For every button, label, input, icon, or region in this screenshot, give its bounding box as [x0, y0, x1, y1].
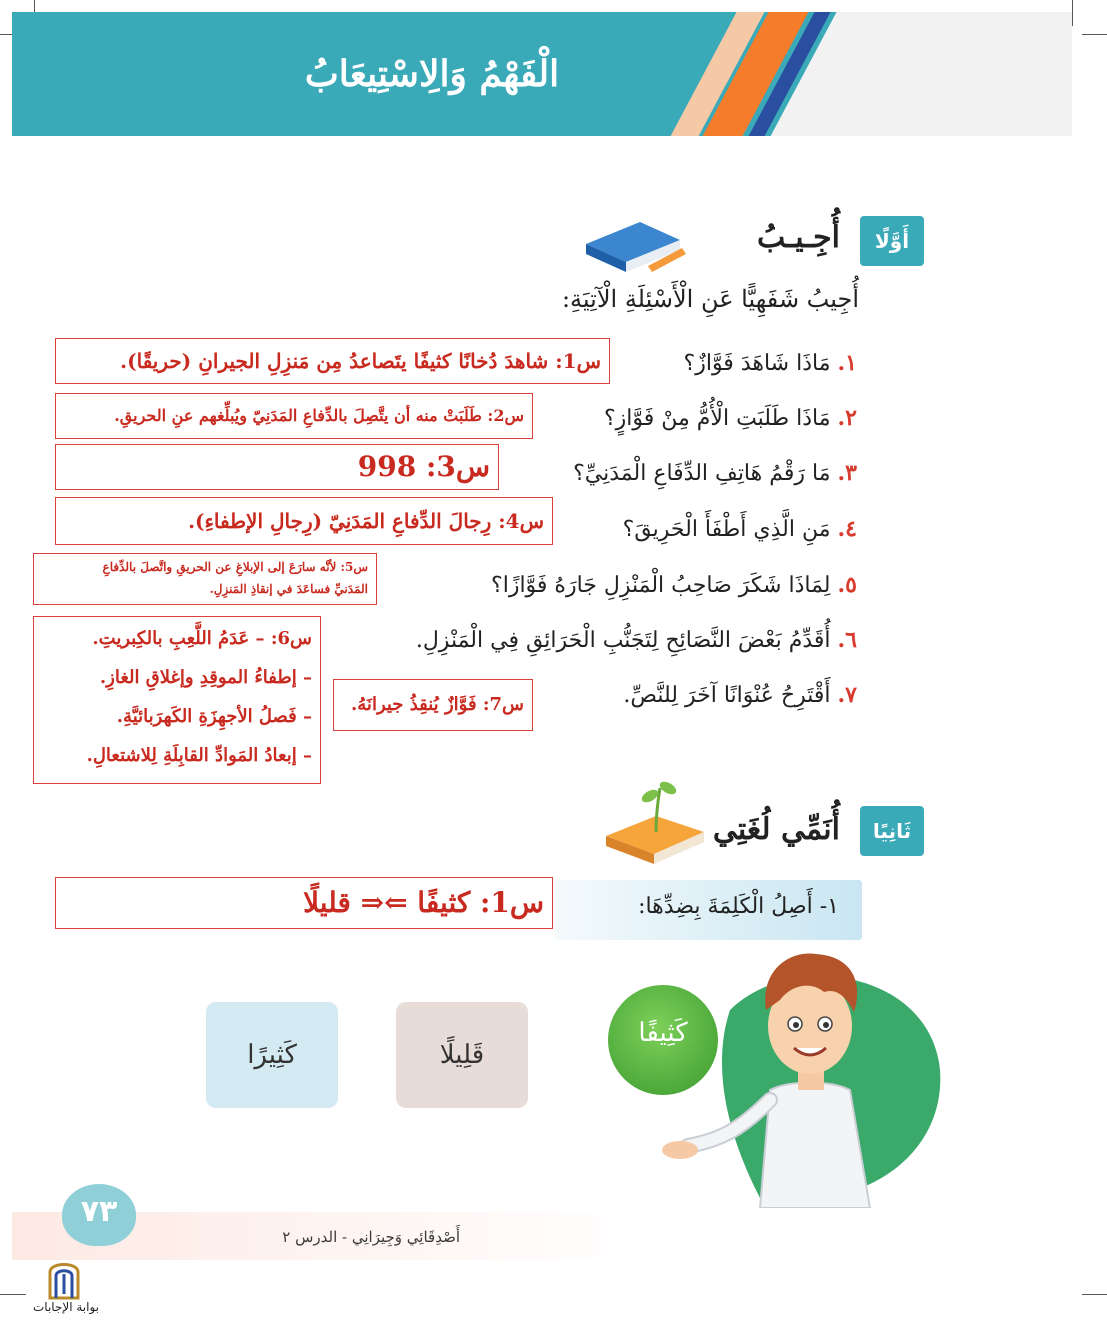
logo-text: بوابة الإجابات: [32, 1300, 99, 1314]
answer-box-5: [33, 553, 377, 605]
question-5: [491, 572, 857, 598]
question-text: مَا رَقْمُ هَاتِفِ الدِّفَاعِ الْمَدَنِيِّ؟: [573, 461, 831, 486]
question-number: ٢.: [837, 405, 857, 431]
answer-text: – فَصلُ الأجهِزَةِ الكَهرَبائيَّةِ.: [116, 706, 312, 727]
answer-text: س2: طَلَبَتْ منه أن يتَّصِلَ بالدِّفاعِ المَدَنِيّ ويُبلِّغهم عنِ الحريقِ.: [114, 406, 524, 425]
header-banner: [12, 12, 1072, 136]
question-4: [623, 516, 857, 542]
question-text: مَاذَا شَاهَدَ فَوَّازٌ؟: [683, 351, 831, 376]
answer-box-7: [333, 679, 533, 731]
answer-box-3: [55, 444, 499, 490]
question-1: [684, 350, 857, 376]
word-card-many[interactable]: كَثِيرًا: [206, 1002, 338, 1108]
crop-mark: [1082, 1294, 1107, 1295]
exercise-text: ١- أَصِلُ الْكَلِمَةَ بِضِدِّهَا:: [638, 894, 839, 919]
question-7: [623, 682, 857, 708]
answer-box-2: [55, 393, 533, 439]
answer-text: س6: – عَدَمُ اللَّعِبِ بالكِبريتِ.: [92, 628, 312, 649]
question-number: ٥.: [837, 572, 857, 598]
word-card-few[interactable]: قَلِيلًا: [396, 1002, 528, 1108]
crop-mark: [1072, 0, 1073, 26]
section-tag-second: ثَانِيًا: [860, 806, 924, 856]
answer-text: س7: فَوَّازٌ يُنقِذُ جيرانَهُ.: [351, 694, 524, 715]
question-6: [416, 627, 857, 653]
question-text: مَنِ الَّذِي أَطْفَأَ الْحَرِيقَ؟: [622, 517, 831, 542]
bubble-word: كَثِيفًا: [638, 1018, 688, 1048]
question-text: أَقْتَرِحُ عُنْوَانًا آخَرَ لِلنَّصِّ.: [623, 683, 831, 708]
question-text: لِمَاذَا شَكَرَ صَاحِبُ الْمَنْزِلِ جَارَهُ فَوَّازًا؟: [491, 573, 831, 598]
answer-text: س3: 998: [357, 450, 490, 483]
question-number: ٣.: [837, 460, 857, 486]
question-number: ٧.: [837, 682, 857, 708]
answer-text: س1: شاهدَ دُخانًا كثيفًا يتَصاعدُ مِن مَنزِلِ الجيرانِ (حريقًا).: [120, 349, 601, 373]
section-title-language: أُنَمِّي لُغَتِي: [712, 812, 840, 847]
answer-text: س4: رِجالَ الدِّفاعِ المَدَنِيّ (رِجالِ الإطفاءِ).: [188, 509, 544, 533]
answer-text: – إبعادُ المَوادِّ القابِلَةِ لِلاشتعالِ.: [86, 745, 312, 766]
book-sprout-icon: [598, 774, 710, 870]
question-number: ٤.: [837, 516, 857, 542]
footer-band: [12, 1212, 1072, 1260]
lesson-label: أَصْدِقَائِي وَجِيرَانِي - الدرس ٢: [282, 1228, 460, 1246]
question-text: مَاذَا طَلَبَتِ الْأُمُّ مِنْ فَوَّازٍ؟: [603, 406, 831, 431]
answer-text: – إطفاءُ الموقِدِ وإغلاقِ الغازِ.: [99, 667, 312, 688]
answer-box-antonym: [55, 877, 553, 929]
answer-text: س1: كثيفًا ⇐⇒ قليلًا: [303, 886, 544, 919]
question-3: [573, 460, 857, 486]
instruction-text: أُجِيبُ شَفَهِيًّا عَنِ الْأَسْئِلَةِ الْآتِيَةِ:: [561, 285, 859, 313]
answer-text: س5: لأنَّه سارَعَ إلى الإبلاغِ عن الحريقِ واتَّصلَ بالدِّفاعِ: [102, 560, 368, 574]
page-title: الْفَهْمُ وَالِاسْتِيعَابُ: [304, 53, 560, 95]
crop-mark: [1082, 34, 1107, 35]
page-number: ٧٣: [80, 1194, 118, 1229]
question-text: أُقَدِّمُ بَعْضَ النَّصَائِحِ لِتَجَنُّبِ الْحَرَائِقِ فِي الْمَنْزِلِ.: [415, 628, 831, 653]
book-icon: [578, 208, 688, 278]
section-title-answer: أُجِـيـبُ: [757, 220, 840, 255]
answer-text: المَدَنيِّ فساعَدَ في إنقاذِ المَنزِلِ.: [209, 582, 368, 596]
question-2: [604, 405, 857, 431]
answer-box-6: [33, 616, 321, 784]
answer-box-4: [55, 497, 553, 545]
section-tag-first: أَوَّلًا: [860, 216, 924, 266]
crop-mark: [0, 1294, 26, 1295]
logo-icon: [44, 1254, 84, 1300]
question-number: ٦.: [837, 627, 857, 653]
answer-box-1: [55, 338, 610, 384]
question-number: ١.: [837, 350, 857, 376]
